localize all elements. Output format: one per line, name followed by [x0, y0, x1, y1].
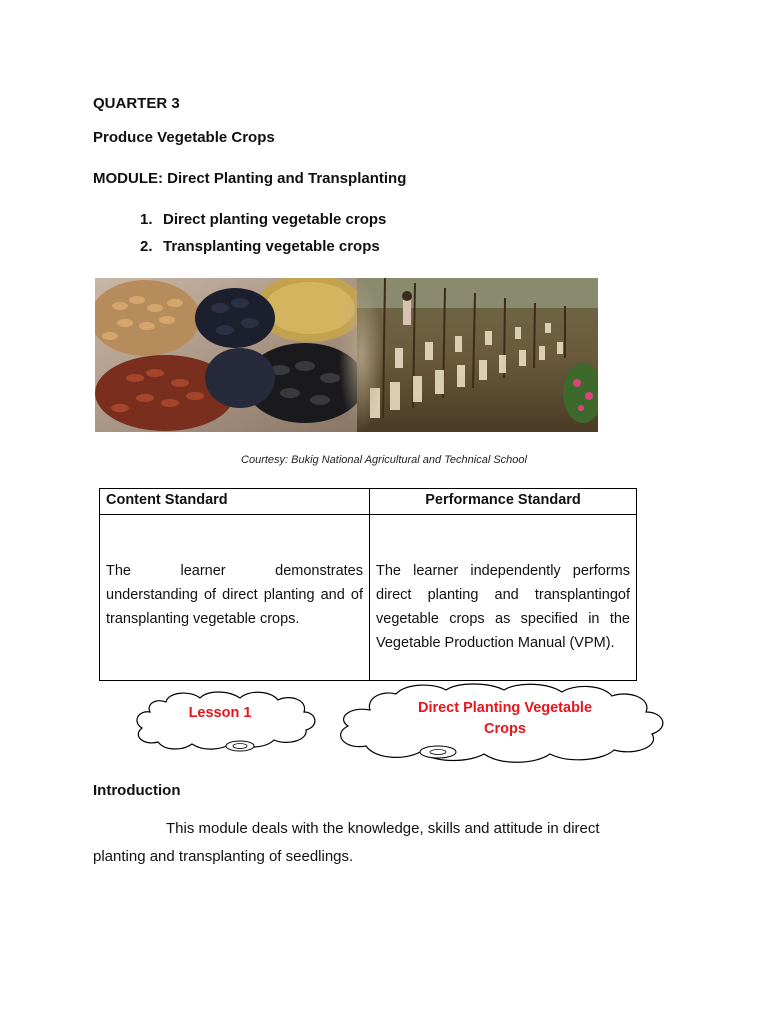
- table-row: [100, 515, 637, 681]
- lesson-title-line: Direct Planting Vegetable: [417, 700, 593, 716]
- standards-table: [99, 488, 637, 681]
- seeds-and-seedlings-photo: [95, 278, 598, 432]
- performance-standard-cell: [370, 515, 637, 681]
- table-header-row: [100, 489, 637, 515]
- topic-list-item: [140, 238, 380, 255]
- quarter-heading: QUARTER 3: [93, 95, 180, 112]
- topic-number: 1.: [140, 211, 153, 228]
- topic-list-item: [140, 211, 386, 228]
- lesson-title: [385, 698, 625, 740]
- topic-number: 2.: [140, 238, 153, 255]
- lesson-title-line: Crops: [484, 721, 526, 737]
- introduction-heading: Introduction: [93, 782, 181, 799]
- topic-text: Transplanting vegetable crops: [163, 238, 380, 255]
- topic-text: Direct planting vegetable crops: [163, 211, 387, 228]
- content-standard-cell: [100, 515, 370, 681]
- performance-standard-text: The learner independently performs direct planting and transplantingof vegetable crops as specified in the Vegetable Production Manual (VPM).: [376, 563, 630, 651]
- content-standard-text: The learner demonstrates understanding of direct planting and of transplanting vegetable crops.: [106, 563, 363, 627]
- performance-standard-header: Performance Standard: [370, 489, 637, 515]
- module-heading: MODULE: Direct Planting and Transplanting: [93, 170, 407, 187]
- content-standard-header: Content Standard: [100, 489, 370, 515]
- photo-collage-image: [95, 278, 598, 432]
- introduction-text: This module deals with the knowledge, skills and attitude in direct planting and transplanting of seedlings.: [93, 820, 600, 865]
- photo-courtesy-caption: Courtesy: Bukig National Agricultural and Technical School: [241, 454, 527, 466]
- subject-heading: Produce Vegetable Crops: [93, 129, 275, 146]
- lesson-label: Lesson 1: [188, 705, 252, 721]
- introduction-paragraph: [93, 815, 653, 871]
